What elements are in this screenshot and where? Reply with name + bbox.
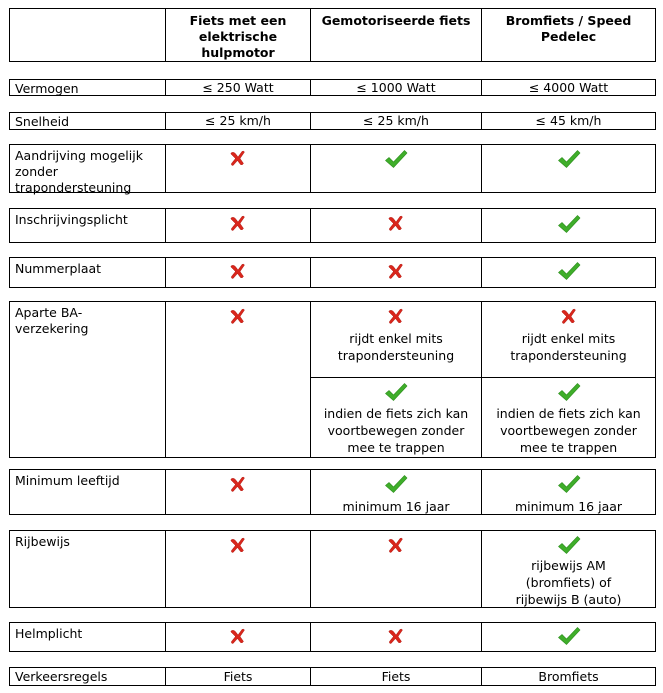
row-verkeersregels [9,667,656,686]
row-label: Minimum leeftijd [15,473,120,488]
check-icon [482,474,655,494]
cell-note: rijdt enkel mits trapondersteuning [510,331,627,363]
cell-value: Bromfiets [538,669,599,684]
row-inschrijvingsplicht [9,208,656,243]
cell-note: rijbewijs AM (bromfiets) of rijbewijs B (auto) [515,558,622,607]
cell-value: Fiets [223,669,253,684]
row-label: Aparte BA-verzekering [15,305,89,336]
cross-icon [311,262,481,280]
row-label: Aandrijving mogelijk zonder trapondersteuning [15,148,143,195]
check-icon [482,261,655,281]
row-label: Helmplicht [15,626,83,641]
row-rijbewijs [9,530,656,608]
row-snelheid [9,112,656,130]
cell-note: minimum 16 jaar [514,499,623,514]
cell-note: minimum 16 jaar [342,499,450,514]
row-label: Verkeersregels [15,669,108,684]
cross-icon [166,307,310,325]
cross-icon [311,214,481,232]
cross-icon [482,307,655,325]
row-label: Vermogen [15,81,79,96]
cross-icon [166,149,310,167]
check-icon [482,149,655,169]
row-aandrijving [9,144,656,193]
header-col-ebike: Fiets met een elektrische hulpmotor [189,13,287,60]
check-icon [311,382,481,402]
cross-icon [166,475,310,493]
row-label: Snelheid [15,114,70,129]
cell-note: indien de fiets zich kan voortbewegen zonder mee te trappen [323,406,469,455]
check-icon [482,626,655,646]
cell-value: ≤ 45 km/h [535,113,602,128]
cross-icon [166,536,310,554]
cell-value: ≤ 25 km/h [363,113,429,128]
cell-value: Fiets [381,669,411,684]
check-icon [311,474,481,494]
row-minimum-leeftijd [9,469,656,515]
cell-note: rijdt enkel mits trapondersteuning [337,331,455,363]
cross-icon [166,627,310,645]
check-icon [482,382,655,402]
cross-icon [311,536,481,554]
row-ba-verzekering [9,301,656,458]
cell-value: ≤ 1000 Watt [356,80,436,95]
row-vermogen [9,79,656,96]
check-icon [482,535,655,555]
row-helmplicht [9,622,656,652]
cell-note: indien de fiets zich kan voortbewegen zonder mee te trappen [496,406,641,455]
header-col-motorized-bike: Gemotoriseerde fiets [321,13,471,28]
cell-value: ≤ 250 Watt [202,80,274,95]
check-icon [482,214,655,234]
cross-icon [166,262,310,280]
table-header-row [9,8,656,62]
row-nummerplaat [9,257,656,288]
cross-icon [311,627,481,645]
cell-value: ≤ 4000 Watt [528,80,609,95]
row-label: Inschrijvingsplicht [15,212,128,227]
header-col-moped: Bromfiets / Speed Pedelec [505,13,632,44]
row-label: Rijbewijs [15,534,70,549]
check-icon [311,149,481,169]
cross-icon [166,214,310,232]
row-label: Nummerplaat [15,261,102,276]
cross-icon [311,307,481,325]
cell-value: ≤ 25 km/h [205,113,271,128]
